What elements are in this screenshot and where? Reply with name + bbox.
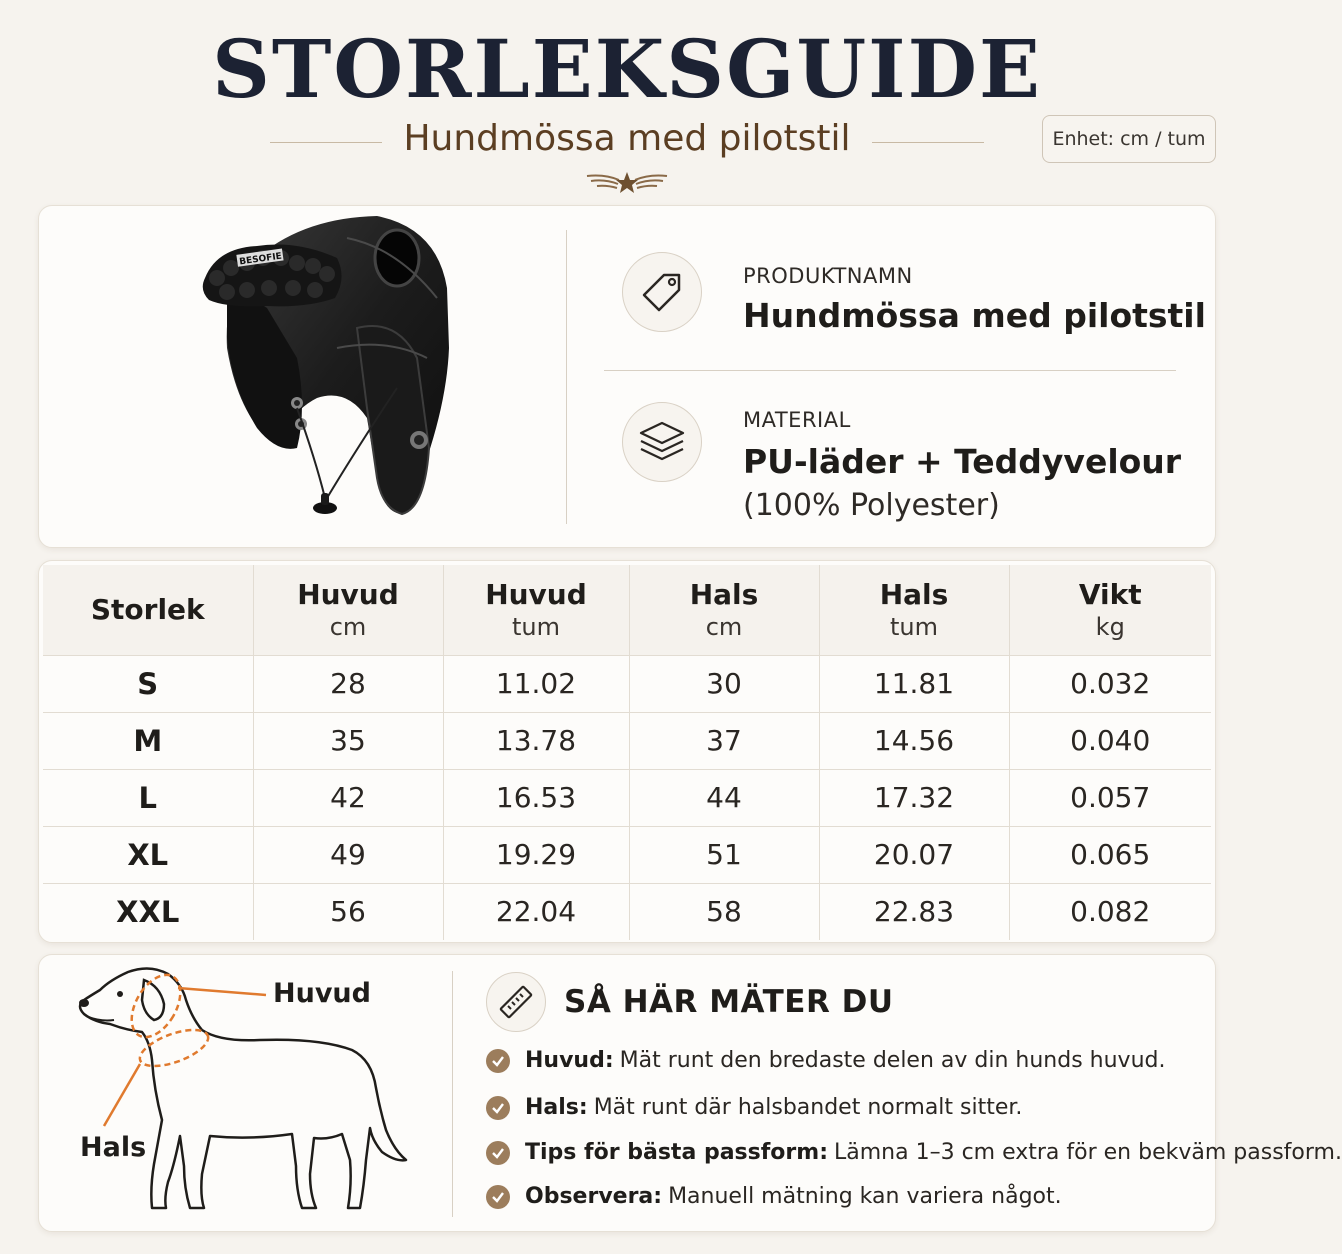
tip-observera xyxy=(486,1184,1062,1209)
ruler-icon-circle xyxy=(486,972,546,1032)
product-divider xyxy=(566,230,567,524)
tag-icon xyxy=(639,269,685,315)
table-cell: 42 xyxy=(253,769,443,826)
info-divider xyxy=(604,370,1176,371)
table-cell: 20.07 xyxy=(819,826,1009,883)
size-cell: L xyxy=(43,769,253,826)
material-label: MATERIAL xyxy=(743,408,851,432)
table-row xyxy=(43,712,1211,769)
header-vikt-kg: Vikt kg xyxy=(1009,565,1211,655)
layers-icon xyxy=(637,419,687,465)
pilot-hat-image xyxy=(197,208,457,528)
tip-bold: Tips för bästa passform: xyxy=(525,1140,828,1165)
product-card xyxy=(38,205,1216,548)
table-cell: 0.082 xyxy=(1070,895,1151,929)
table-cell: 22.04 xyxy=(443,883,629,940)
table-cell: 0.032 xyxy=(1009,655,1211,712)
table-cell: 0.057 xyxy=(1009,769,1211,826)
check-icon xyxy=(486,1185,510,1209)
table-cell: 49 xyxy=(253,826,443,883)
subtitle-divider-right xyxy=(872,142,984,143)
layers-icon-circle xyxy=(622,402,702,482)
table-cell: 56 xyxy=(253,883,443,940)
header-huvud-cm: Huvud cm xyxy=(253,565,443,655)
product-name-value: Hundmössa med pilotstil xyxy=(743,296,1206,335)
tip-passform xyxy=(486,1140,1342,1165)
table-cell: 58 xyxy=(629,883,819,940)
tip-hals xyxy=(486,1095,1022,1120)
header-huvud-tum: Huvud tum xyxy=(443,565,629,655)
wings-star-icon xyxy=(585,168,669,196)
table-cell: 22.83 xyxy=(819,883,1009,940)
tip-huvud xyxy=(486,1048,1165,1073)
size-table-card xyxy=(38,560,1216,943)
table-cell: 14.56 xyxy=(819,712,1009,769)
measure-title: SÅ HÄR MÄTER DU xyxy=(564,984,894,1020)
header-hals-cm: Hals cm xyxy=(629,565,819,655)
tip-bold: Huvud: xyxy=(525,1048,614,1073)
page-title: STORLEKSGUIDE xyxy=(212,22,1042,116)
table-cell: 19.29 xyxy=(443,826,629,883)
table-cell: 0.040 xyxy=(1009,712,1211,769)
table-cell: 13.78 xyxy=(443,712,629,769)
table-cell: 35 xyxy=(253,712,443,769)
tip-text: Mät runt där halsbandet normalt sitter. xyxy=(593,1095,1023,1120)
check-icon xyxy=(486,1141,510,1165)
tip-bold: Observera: xyxy=(525,1184,663,1209)
table-cell: 11.02 xyxy=(443,655,629,712)
table-cell: 16.53 xyxy=(443,769,629,826)
header-storlek: Storlek xyxy=(43,565,253,655)
size-cell: XL xyxy=(43,826,253,883)
tip-text: Mät runt den bredaste delen av din hunds huvud. xyxy=(619,1048,1166,1073)
ruler-icon xyxy=(496,982,536,1022)
table-row xyxy=(43,769,1211,826)
product-name-label: PRODUKTNAMN xyxy=(743,264,913,288)
table-row xyxy=(43,826,1211,883)
size-cell: S xyxy=(43,655,253,712)
tip-text: Lämna 1–3 cm extra för en bekväm passform. xyxy=(834,1140,1342,1165)
measure-divider xyxy=(452,971,453,1217)
table-cell: 30 xyxy=(629,655,819,712)
check-icon xyxy=(486,1049,510,1073)
header-hals-tum: Hals tum xyxy=(819,565,1009,655)
table-header-row xyxy=(43,565,1211,655)
material-sub: (100% Polyester) xyxy=(743,488,1000,523)
page-subtitle: Hundmössa med pilotstil xyxy=(403,118,851,159)
size-cell: M xyxy=(43,712,253,769)
dog-head-label: Huvud xyxy=(273,978,371,1009)
table-row xyxy=(43,883,1211,940)
tip-text: Manuell mätning kan variera något. xyxy=(668,1184,1062,1209)
size-cell: XXL xyxy=(43,883,253,940)
size-table xyxy=(43,565,1211,940)
tag-icon-circle xyxy=(622,252,702,332)
check-icon xyxy=(486,1096,510,1120)
unit-badge: Enhet: cm / tum xyxy=(1042,115,1216,163)
table-row xyxy=(43,655,1211,712)
material-value: PU-läder + Teddyvelour xyxy=(743,442,1182,481)
table-cell: 28 xyxy=(253,655,443,712)
hat-logo-text: BESOFIE xyxy=(238,251,283,268)
dog-neck-label: Hals xyxy=(80,1132,147,1163)
table-cell: 37 xyxy=(629,712,819,769)
table-cell: 44 xyxy=(629,769,819,826)
table-cell: 0.065 xyxy=(1009,826,1211,883)
tip-bold: Hals: xyxy=(525,1095,588,1120)
table-cell: 11.81 xyxy=(819,655,1009,712)
table-cell: 51 xyxy=(629,826,819,883)
table-cell: 17.32 xyxy=(819,769,1009,826)
